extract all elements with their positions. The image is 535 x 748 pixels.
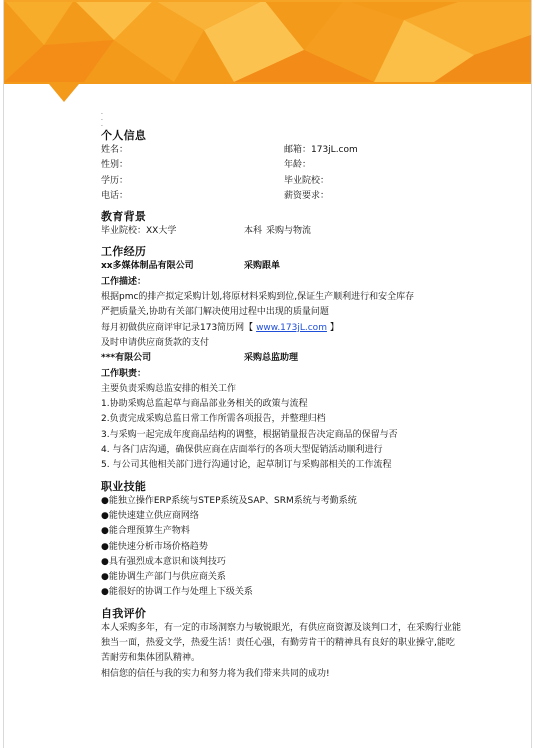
- name-label: 姓名：: [101, 145, 129, 155]
- job-line: 3.与采购一起完成年度商品结构的调整，根据销量报告决定商品的保留与否: [101, 429, 398, 440]
- phone-label: 电话：: [101, 190, 129, 201]
- section-title-experience: 工作经历: [101, 245, 147, 259]
- empty-paragraph-mark: .: [101, 115, 103, 122]
- job-line: 4. 与各门店沟通，确保供应商在店面举行的各项大型促销活动顺利进行: [101, 445, 383, 456]
- personal-row: [101, 158, 461, 173]
- evaluation-closing: 相信您的信任与我的实力和努力将为我们带来共同的成功!: [101, 668, 330, 679]
- skill-item: ●能快速分析市场价格趋势: [101, 541, 208, 552]
- resume-page: [4, 0, 531, 748]
- job-position: 采购跟单: [244, 261, 281, 272]
- education-degree: 本科: [244, 226, 263, 237]
- personal-row: [101, 174, 461, 189]
- empty-paragraph-mark: .: [101, 121, 103, 128]
- job-header: [101, 351, 461, 366]
- section-title-evaluation: 自我评价: [101, 606, 147, 620]
- school-label: 毕业院校：: [284, 175, 330, 186]
- job-line: 及时申请供应商货款的支付: [101, 337, 210, 348]
- education-row: [101, 224, 461, 239]
- skill-item: ●具有强烈成本意识和谈判技巧: [101, 556, 226, 567]
- empty-paragraph-mark: .: [101, 109, 103, 116]
- job-line: 严把质量关,协助有关部门解决使用过程中出现的质量问题: [101, 307, 329, 318]
- personal-row: [101, 189, 461, 204]
- job-line: 2.负责完成采购总监日常工作所需各项报告，并整理归档: [101, 414, 326, 425]
- job-company: xx多媒体制品有限公司: [101, 261, 194, 272]
- skill-item: ●能独立操作ERP系统与STEP系统及SAP、SRM系统与考勤系统: [101, 495, 357, 506]
- job-line: 根据pmc的排产拟定采购计划,将原材料采购到位,保证生产顺利进行和安全库存: [101, 292, 415, 303]
- polygon-banner-graphic: [4, 0, 531, 104]
- education-label: 学历：: [101, 175, 129, 186]
- job-line: 1.协助采购总监起草与商品部业务相关的政策与流程: [101, 399, 308, 410]
- job-header: [101, 259, 461, 274]
- job-line-text: 每月初做供应商评审记录173简历网【: [101, 322, 254, 333]
- salary-label: 薪资要求：: [284, 190, 330, 201]
- job-line: 5. 与公司其他相关部门进行沟通讨论，起草制订与采购部相关的工作流程: [101, 460, 392, 471]
- section-title-education: 教育背景: [101, 210, 147, 224]
- header-banner: [4, 0, 531, 104]
- email-label: 邮箱：173jL.com: [284, 145, 358, 155]
- job-line: 主要负责采购总监安排的相关工作: [101, 383, 237, 394]
- resume-content: [101, 110, 461, 682]
- job-position: 采购总监助理: [244, 353, 299, 364]
- skill-item: ●能协调生产部门与供应商关系: [101, 572, 226, 583]
- age-label: 年龄：: [284, 160, 312, 171]
- skill-item: ●能很好的协调工作与处理上下级关系: [101, 587, 253, 598]
- skill-item: ●能合理预算生产物料: [101, 526, 190, 537]
- job-company: ***有限公司: [101, 353, 152, 364]
- job-line: [101, 321, 461, 336]
- job-duty-label: 工作职责：: [101, 368, 147, 379]
- section-title-skills: 职业技能: [101, 479, 147, 493]
- job-desc-label: 工作描述：: [101, 276, 147, 287]
- education-school: 毕业院校：XX大学: [101, 226, 177, 237]
- education-major: 采购与物流: [266, 226, 312, 237]
- gender-label: 性别：: [101, 160, 129, 171]
- job-line-text: 】: [329, 322, 339, 333]
- evaluation-paragraph: 本人采购多年，有一定的市场洞察力与敏锐眼光，有供应商资源及谈判口才，在采购行业能独当一面，热爱文学，热爱生活！责任心强，有勤劳肯干的精神具有良好的职业操守,能吃苦耐劳和集体团队精神。: [101, 622, 462, 664]
- section-title-personal: 个人信息: [101, 129, 147, 142]
- personal-row: [101, 143, 461, 158]
- skill-item: ●能快速建立供应商网络: [101, 510, 199, 521]
- website-link[interactable]: www.173jL.com: [256, 322, 327, 333]
